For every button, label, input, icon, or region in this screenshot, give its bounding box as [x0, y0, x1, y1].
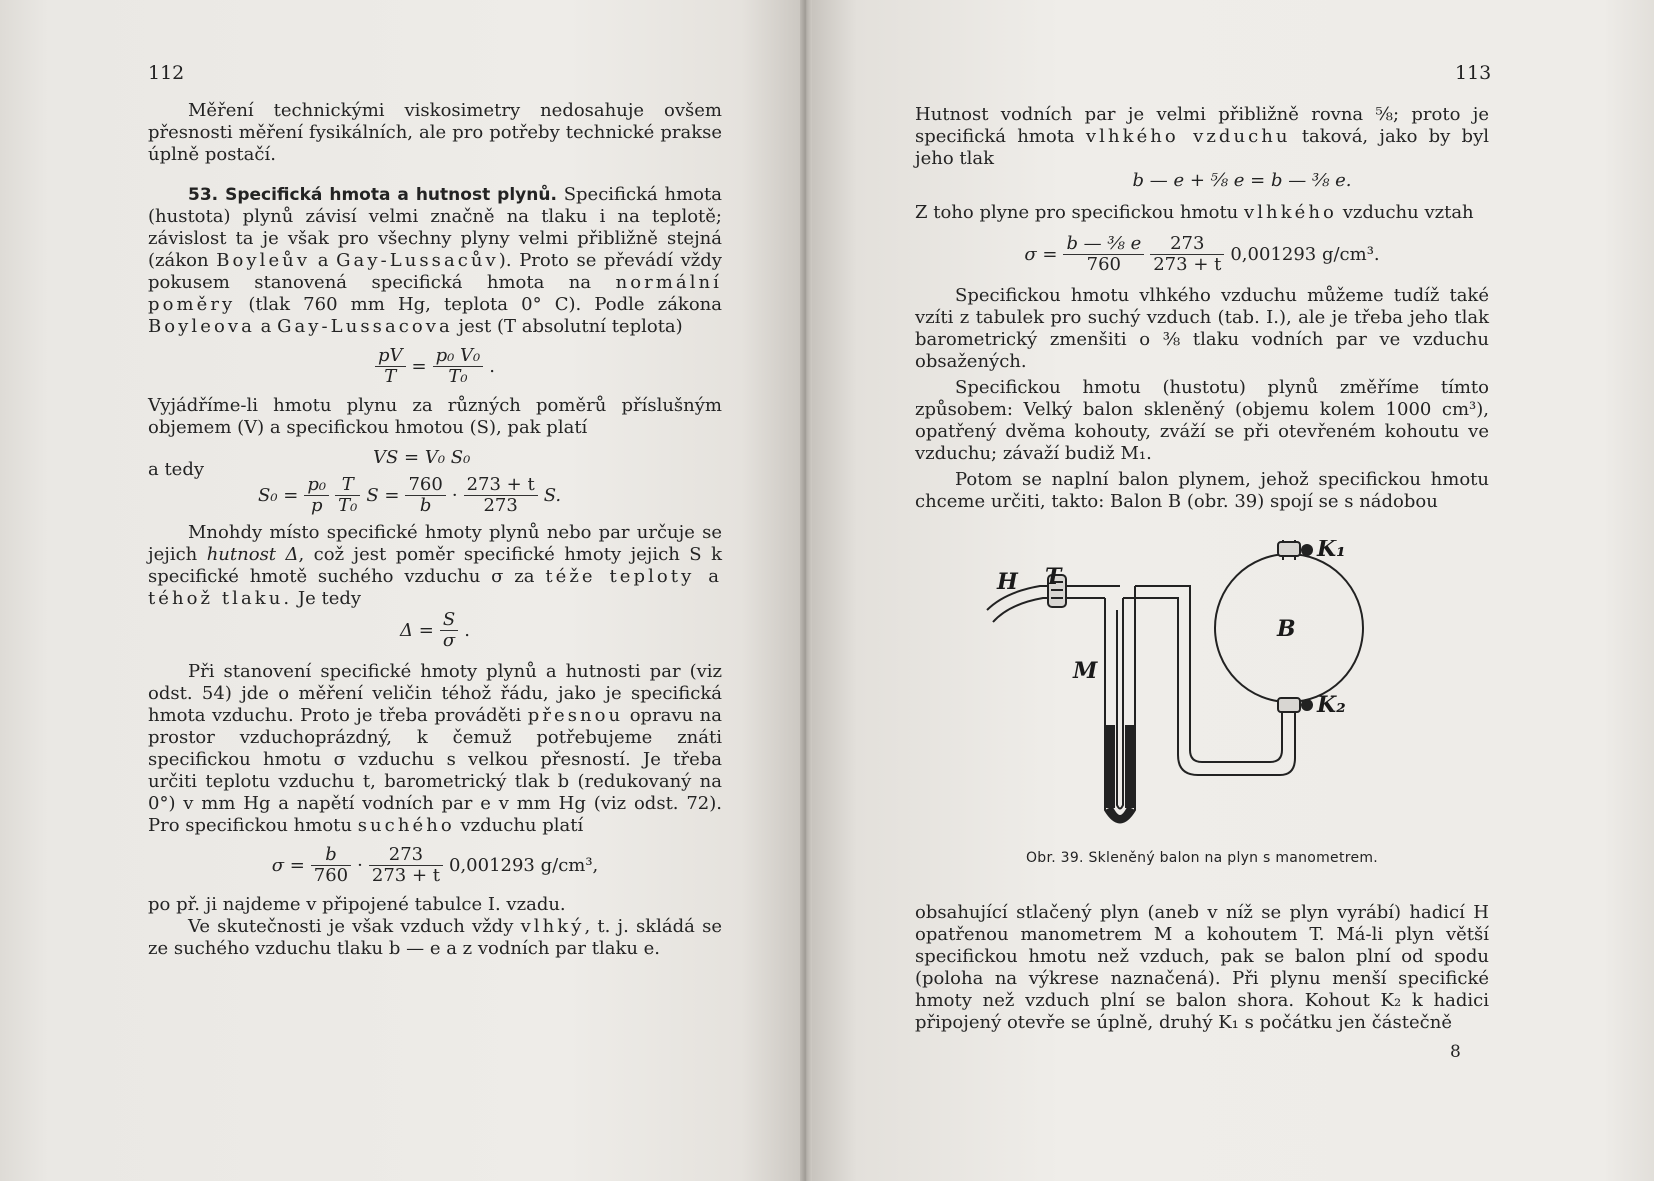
- label-b: B: [1277, 616, 1296, 642]
- paragraph: Specifickou hmotu vlhkého vzduchu můžeme tudíž také vzíti z tabulek pro suchý vzduch (tab. I.), ale je třeba jeho tlak barometrický zmenšiti o ⅜ tlaku vodních par ve vzduchu obsažených.: [915, 285, 1489, 372]
- equation-sigma-humid: σ = $\frac{\text{b — ⅜ e}}{760}$ $\frac{273}{273 + t}$ 0,001293 g/cm³.: [1024, 233, 1380, 275]
- page-number-right: 113: [1455, 62, 1492, 84]
- equation-hutnost: Δ = $\frac{S}{\sigma}$ .: [400, 609, 470, 651]
- equation-line: [148, 443, 722, 480]
- paragraph: obsahující stlačený plyn (aneb v níž se plyn vyrábí) hadicí H opatřenou manometrem M a kohoutem T. Má-li plyn větší specifickou hmotu než vzduch, pak se balon plní od spodu (poloha na výkrese naznačená). Při plynu menší specifické hmoty než vzduch plní se balon shora. Kohout K₂ k hadici připojený otevře se úplně, druhý K₁ s počátku jen částečně: [915, 902, 1489, 1033]
- left-page-text: [148, 100, 722, 960]
- label-t: T: [1045, 564, 1062, 590]
- paragraph: Hutnost vodních par je velmi přibližně rovna ⅝; proto je specifická hmota vlhkého vzduchu taková, jako by byl jeho tlak: [915, 104, 1489, 169]
- right-page-text: [915, 104, 1489, 513]
- paragraph: Mnohdy místo specifické hmoty plynů nebo par určuje se jejich hutnost Δ, což jest poměr specifické hmoty jejich S k specifické hmotě suchého vzduchu σ za téže teploty a téhož tlaku. Je tedy: [148, 522, 722, 609]
- figure-caption: Obr. 39. Skleněný balon na plyn s manometrem.: [1025, 850, 1378, 866]
- equation-sigma-dry: σ = $\frac{b}{760}$ · $\frac{273}{273 + t}$ 0,001293 g/cm³,: [271, 844, 599, 886]
- label-h: H: [997, 569, 1018, 595]
- stopcock-k1: [1278, 542, 1313, 556]
- equation-boyle-gaylussac: $\frac{pV}{T}$ = $\frac{\text{p₀ V₀}}{\text{T₀}}$ .: [148, 346, 722, 387]
- paragraph: Z toho plyne pro specifickou hmotu vlhkého vzduchu vztah: [915, 202, 1474, 223]
- paragraph: Měření technickými viskosimetry nedosahuje ovšem přesnosti měření fysikálních, ale pro potřeby technické prakse úplně postačí.: [148, 100, 722, 165]
- label-m: M: [1073, 658, 1098, 684]
- equation-s0: S₀ = $\frac{\text{p₀}}{p}$ $\frac{T}{\text{T₀}}$ S = $\frac{760}{b}$ · $\frac{273 + t}{273}$ S.: [258, 474, 562, 516]
- connecting-tube: [1123, 586, 1295, 775]
- paragraph: Specifickou hmotu (hustotu) plynů změříme tímto způsobem: Velký balon skleněný (objemu kolem 1000 cm³), opatřený dvěma kohouty, zváží se při otevřeném kohoutu ve vzduchu; závaží budiž M₁.: [915, 377, 1489, 464]
- paragraph: Potom se naplní balon plynem, jehož specifickou hmotu chceme určiti, takto: Balon B (obr. 39) spojí se s nádobou: [915, 469, 1489, 512]
- figure-glass-balloon: [985, 540, 1505, 840]
- label-k1: K₁: [1317, 540, 1346, 562]
- equation-pressure: b — e + ⅝ e = b — ⅜ e.: [1132, 170, 1352, 191]
- book-gutter: [800, 0, 812, 1181]
- page-number-left: 112: [148, 62, 185, 84]
- paragraph: po př. ji najdeme v připojené tabulce I. vzadu.: [148, 894, 566, 915]
- equation-vs: VS = V₀ S₀: [373, 447, 471, 468]
- manometer-m: [1105, 586, 1135, 823]
- stopcock-k2: [1278, 698, 1313, 712]
- paragraph: Vyjádříme-li hmotu plynu za různých poměrů příslušným objemem (V) a specifickou hmotou (S), pak platí: [148, 395, 722, 438]
- text-and-then: a tedy: [148, 459, 205, 480]
- section-heading: 53. Specifická hmota a hutnost plynů.: [188, 185, 557, 205]
- paragraph: Ve skutečnosti je však vzduch vždy vlhký, t. j. skládá se ze suchého vzduchu tlaku b — e a z vodních par tlaku e.: [148, 916, 722, 959]
- right-page-text-bottom: [915, 902, 1489, 1034]
- label-k2: K₂: [1317, 692, 1346, 718]
- signature-mark: 8: [1450, 1042, 1461, 1062]
- paragraph: 53. Specifická hmota a hutnost plynů. Specifická hmota (hustota) plynů závisí velmi značně na tlaku i na teplotě; závislost ta je však pro všechny plyny velmi přibližně stejná (zákon Boyleův a Gay-Lussacův). Proto se převádí vždy pokusem stanovená specifická hmota na normální poměry (tlak 760 mm Hg, teplota 0° C). Podle zákona Boyleova a Gay-Lussacova jest (T absolutní teplota): [148, 184, 722, 337]
- paragraph: Při stanovení specifické hmoty plynů a hutnosti par (viz odst. 54) jde o měření veličin téhož řádu, jako je specifická hmota vzduchu. Proto je třeba prováděti přesnou opravu na prostor vzduchoprázdný, k čemuž potřebujeme znáti specifickou hmotu σ vzduchu s velkou přesností. Je třeba určiti teplotu vzduchu t, barometrický tlak b (redukovaný na 0°) v mm Hg a napětí vodních par e v mm Hg (viz odst. 72). Pro specifickou hmotu suchého vzduchu platí: [148, 661, 722, 836]
